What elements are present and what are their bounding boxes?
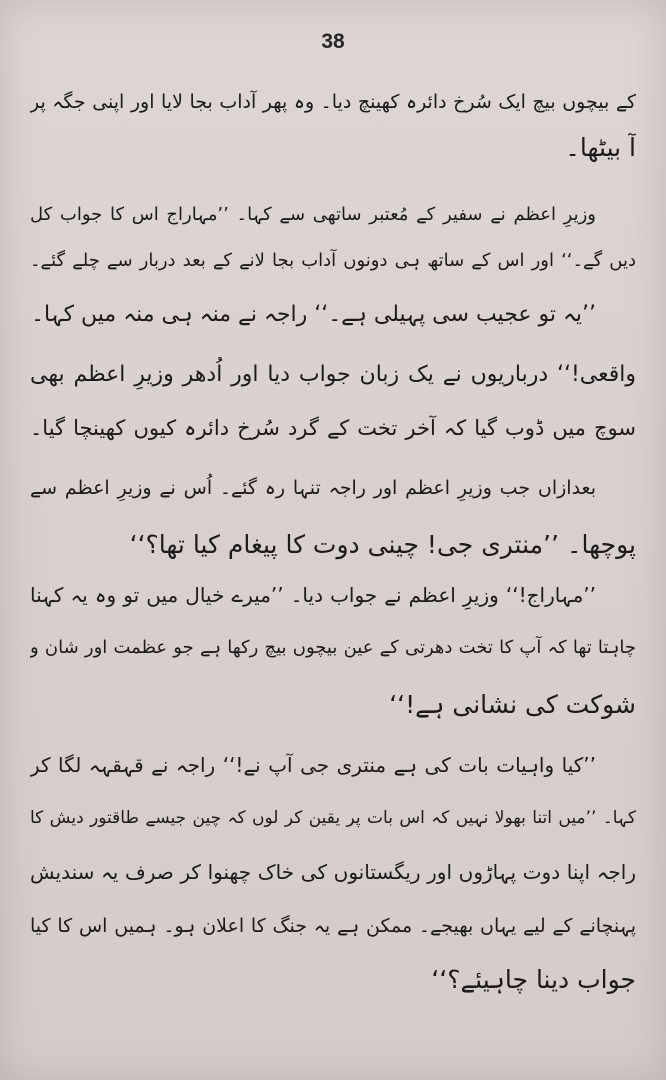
text-line: دیں گے۔‘‘ اور اس کے ساتھ ہی دونوں آداب بجا لانے کے بعد دربار سے چلے گئے۔ <box>30 250 636 271</box>
text-line: وزیرِ اعظم نے سفیر کے مُعتبر ساتھی سے کہا۔ ’’مہاراج اس کا جواب کل <box>30 204 596 225</box>
text-line: ’’کیا واہیات بات کی ہے منتری جی آپ نے!‘‘ راجہ نے قہقہہ لگا کر <box>30 753 596 777</box>
text-line: سوچ میں ڈوب گیا کہ آخر تخت کے گرد سُرخ دائرہ کیوں کھینچا گیا۔ <box>30 416 636 440</box>
text-line: بعدازاں جب وزیرِ اعظم اور راجہ تنہا رہ گئے۔ اُس نے وزیرِ اعظم سے <box>30 477 596 499</box>
text-line: جواب دینا چاہیئے؟‘‘ <box>431 965 636 994</box>
text-line: راجہ اپنا دوت پہاڑوں اور ریگستانوں کی خاک چھنوا کر صرف یہ سندیش <box>30 860 636 884</box>
text-line: شوکت کی نشانی ہے!‘‘ <box>389 690 636 719</box>
text-line: کہا۔ ’’میں اتنا بھولا نہیں کہ اس بات پر یقین کر لوں کہ چین جیسے طاقتور دیش کا <box>30 808 636 828</box>
text-line: چاہتا تھا کہ آپ کا تخت دھرتی کے عین بیچوں بیچ رکھا ہے جو عظمت اور شان و <box>30 637 636 658</box>
page-number: 38 <box>321 30 345 53</box>
text-line: پوچھا۔ ’’منتری جی! چینی دوت کا پیغام کیا تھا؟‘‘ <box>129 530 636 559</box>
text-line: ’’مہاراج!‘‘ وزیرِ اعظم نے جواب دیا۔ ’’میرے خیال میں تو وہ یہ کہنا <box>30 583 596 607</box>
text-line: آ بیٹھا۔ <box>565 133 636 162</box>
text-line: پہنچانے کے لیے یہاں بھیجے۔ ممکن ہے یہ جنگ کا اعلان ہو۔ ہمیں اس کا کیا <box>30 915 636 937</box>
text-line: کے بیچوں بیچ ایک سُرخ دائرہ کھینچ دیا۔ وہ پھر آداب بجا لایا اور اپنی جگہ پر <box>30 91 636 113</box>
text-line: ’’یہ تو عجیب سی پہیلی ہے۔‘‘ راجہ نے منہ ہی منہ میں کہا۔ <box>31 302 596 327</box>
text-line: واقعی!‘‘ درباریوں نے یک زبان جواب دیا اور اُدھر وزیرِ اعظم بھی <box>30 362 636 387</box>
